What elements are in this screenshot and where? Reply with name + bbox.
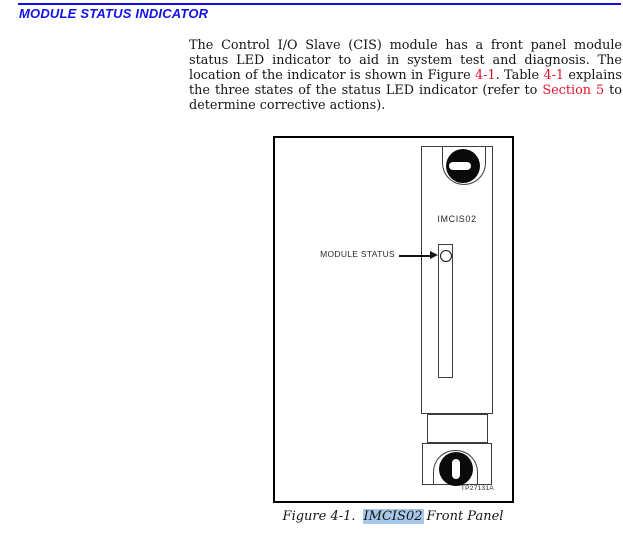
heading-rule — [18, 3, 621, 5]
led-slot — [438, 244, 453, 378]
paragraph-text: . Table — [495, 68, 544, 83]
caption-highlighted-term: IMCIS02 — [363, 509, 423, 524]
figure-frame — [273, 136, 514, 503]
callout-arrow-head-icon — [430, 251, 438, 259]
section-5-reference-link[interactable]: Section 5 — [542, 83, 605, 98]
paragraph-text: The Control I/O Slave (CIS) module has a front panel module status LED indicator to aid in system test and diagnosis. The location of the indicator is shown in Figure — [189, 38, 622, 83]
drawing-number: TP27131A — [460, 485, 494, 492]
caption-rest: Front Panel — [426, 509, 504, 524]
module-lower-section — [427, 414, 488, 443]
figure-4-1-reference-link[interactable]: 4-1 — [475, 68, 496, 83]
callout-arrow-line — [399, 255, 432, 257]
screw-slot — [452, 459, 460, 479]
section-heading: MODULE STATUS INDICATOR — [19, 6, 209, 21]
screw-slot — [449, 162, 471, 170]
table-4-1-reference-link[interactable]: 4-1 — [543, 68, 565, 83]
paragraph-text: explains the three states of the status LED indicator (refer to — [189, 68, 622, 98]
caption-figure-label: Figure 4-1. — [282, 509, 356, 524]
bottom-captive-screw-icon — [439, 452, 473, 486]
module-status-callout: MODULE STATUS — [320, 249, 395, 259]
module-model-label: IMCIS02 — [437, 214, 477, 224]
module-front-panel — [421, 146, 493, 414]
top-captive-screw-icon — [446, 149, 480, 183]
figure-caption — [258, 509, 528, 524]
paragraph-text: to determine corrective actions). — [189, 83, 622, 113]
body-paragraph — [189, 38, 622, 113]
module-status-led-icon — [440, 250, 452, 262]
